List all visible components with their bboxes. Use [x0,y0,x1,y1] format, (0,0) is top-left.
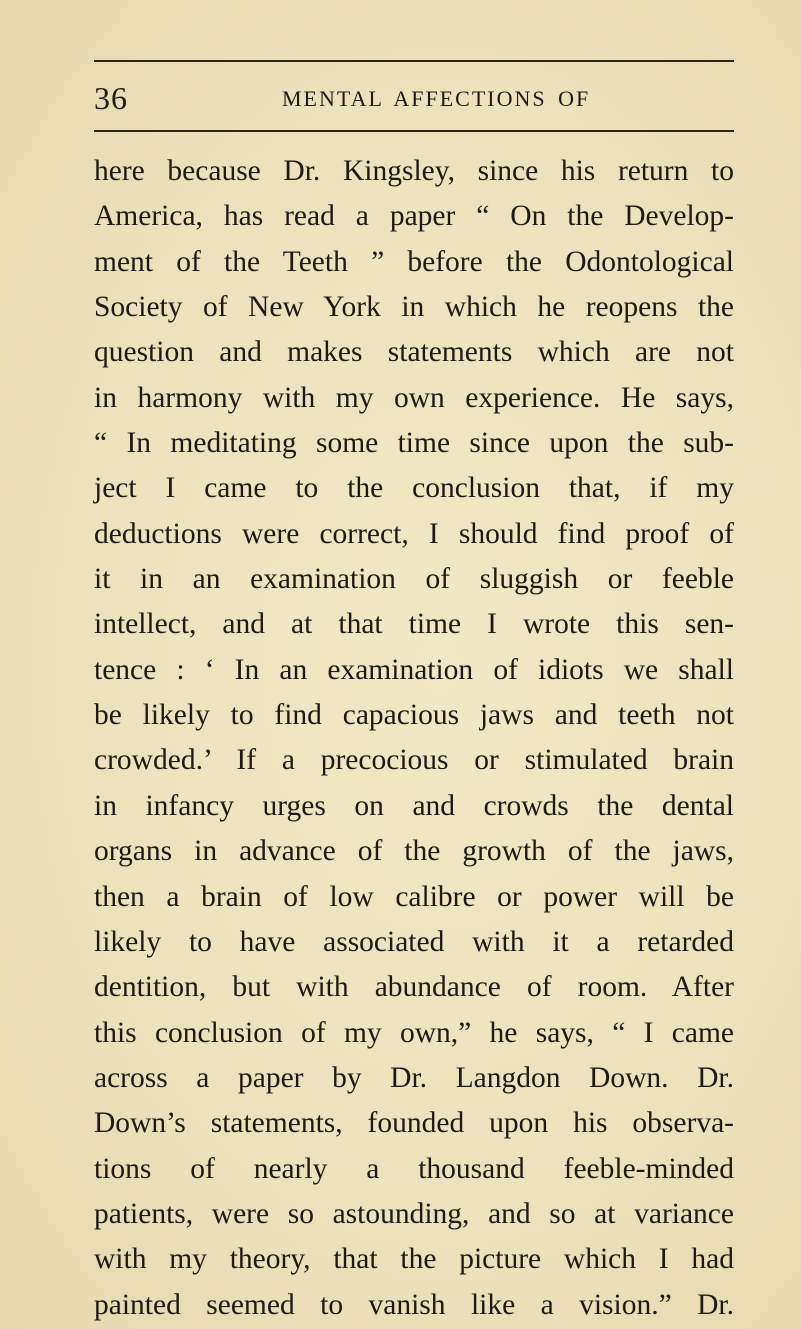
running-title: MENTAL AFFECTIONS OF [282,86,591,111]
text-line: in harmony with my own experience. He says, [94,381,734,414]
header-rule [94,130,734,132]
text-line: America, has read a paper “ On the Develop- [94,200,734,233]
text-line: Society of New York in which he reopens the [94,291,734,324]
text-line: this conclusion of my own,” he says, “ I came [94,1016,734,1049]
text-line: it in an examination of sluggish or feeble [94,563,734,596]
text-line: Down’s statements, founded upon his observa- [94,1107,734,1140]
text-line: tions of nearly a thousand feeble-minded [94,1152,734,1185]
text-line: deductions were correct, I should find proof of [94,517,734,550]
text-line: tence : ‘ In an examination of idiots we shall [94,653,734,686]
text-line: across a paper by Dr. Langdon Down. Dr. [94,1061,734,1094]
text-line: be likely to find capacious jaws and teeth not [94,699,734,732]
text-line: here because Dr. Kingsley, since his return to [94,155,734,187]
text-line: then a brain of low calibre or power will be [94,880,734,913]
text-line: “ In meditating some time since upon the sub- [94,427,734,460]
text-line: organs in advance of the growth of the jaws, [94,835,734,868]
page-number: 36 [94,80,128,116]
top-rule [94,60,734,62]
text-line: dentition, but with abundance of room. After [94,971,734,1004]
text-line: painted seemed to vanish like a vision.” Dr. [94,1288,734,1321]
text-line: question and makes statements which are not [94,336,734,369]
text-line: in infancy urges on and crowds the dental [94,789,734,822]
text-line: likely to have associated with it a retarded [94,925,734,958]
text-line: ject I came to the conclusion that, if my [94,472,734,505]
text-line: patients, were so astounding, and so at variance [94,1197,734,1230]
running-head [94,78,734,118]
text-line: with my theory, that the picture which I had [94,1243,734,1276]
text-line: crowded.’ If a precocious or stimulated brain [94,744,734,777]
text-line: intellect, and at that time I wrote this sen- [94,608,734,641]
body-text [94,149,734,1328]
text-line: ment of the Teeth ” before the Odontological [94,245,734,278]
